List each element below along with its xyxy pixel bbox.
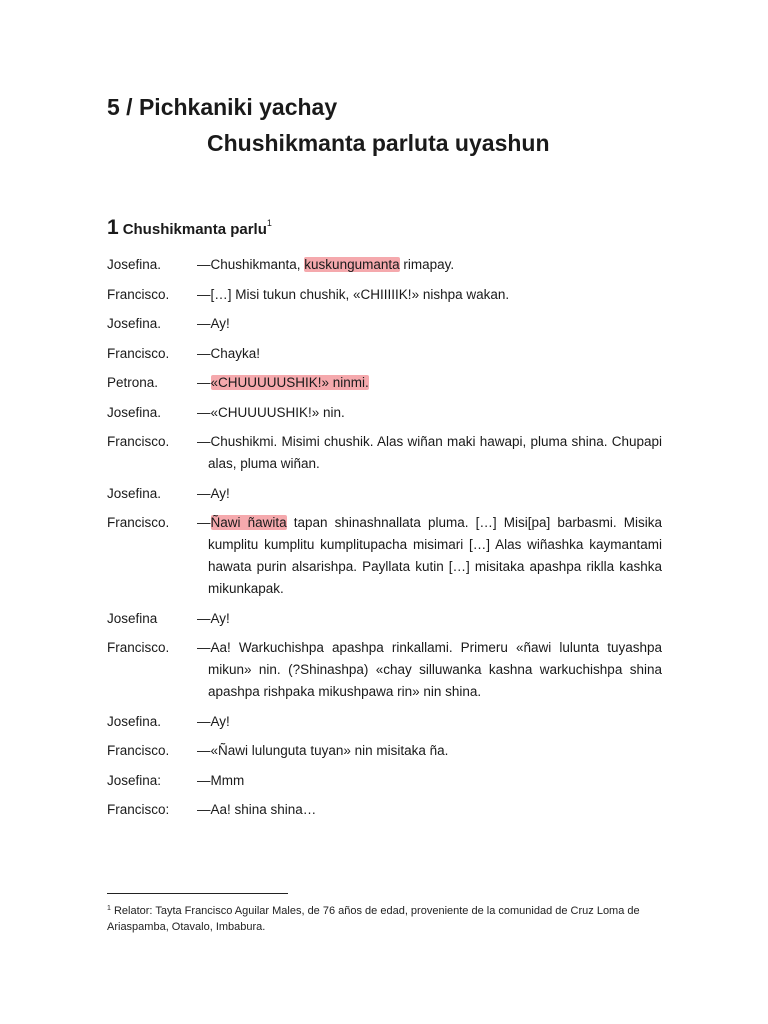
- footnote-reference: 1: [266, 218, 272, 228]
- dialogue-row: [107, 740, 662, 762]
- speaker-name: Josefina.: [107, 404, 162, 420]
- speech-text: —Ay!: [197, 316, 230, 331]
- speech-text: —Ñawi ñawita tapan shinashnallata pluma. […] Misi[pa] barbasmi. Misika kumplitu kumplitu kumplitupacha misimari […] Alas wiñashka kaymantami hawata purin alsarishpa. Payllata kutin […] misitaka apashpa riklla kashka mikunkapak.: [197, 515, 662, 596]
- dialogue-row: [107, 402, 662, 424]
- highlighted-text: kuskungumanta: [304, 257, 400, 272]
- speaker-name: Francisco.: [107, 286, 170, 302]
- speech-text: —«CHUUUUUSHIK!» ninmi.: [197, 375, 369, 390]
- speech-text: —«CHUUUUSHIK!» nin.: [197, 404, 345, 420]
- speech-text: —Aa! Warkuchishpa apashpa rinkallami. Primeru «ñawi lulunta tuyashpa mikun» nin. (?Shinashpa) «chay silluwanka kashna warkuchishpa shina apashpa rishpaka mikushpawa rin» nin shina.: [197, 640, 662, 699]
- speaker-name: Francisco.: [107, 345, 170, 361]
- dialogue-row: [107, 711, 662, 733]
- footnote-mark: 1: [107, 905, 111, 912]
- section-number: 1: [107, 216, 119, 239]
- dialogue-row: [107, 483, 662, 505]
- speaker-name: Petrona.: [107, 375, 159, 390]
- section-heading: [107, 216, 272, 240]
- speech-text: —[…] Misi tukun chushik, «CHIIIIIK!» nishpa wakan.: [197, 286, 510, 302]
- unit-subtitle: Chushikmanta parluta uyashun: [207, 130, 550, 156]
- speaker-name: Josefina:: [107, 772, 162, 788]
- footnote-text: Relator: Tayta Francisco Aguilar Males, de 76 años de edad, proveniente de la comunidad de Cruz Loma de Ariaspamba, Otavalo, Imbabura.: [107, 905, 640, 933]
- footnote: [107, 901, 662, 935]
- dialogue-row: [107, 512, 662, 600]
- speech-text: —Aa! shina shina…: [197, 802, 317, 817]
- dialogue-row: [107, 770, 662, 792]
- speaker-name: Francisco.: [107, 743, 170, 758]
- speech-text: —Ay!: [197, 485, 230, 501]
- dialogue-row: [107, 284, 662, 306]
- speaker-name: Francisco.: [107, 515, 170, 530]
- speaker-name: Josefina.: [107, 485, 162, 501]
- dialogue-row: [107, 431, 662, 475]
- dialogue-list: [107, 254, 662, 829]
- dialogue-row: [107, 637, 662, 703]
- dialogue-row: [107, 372, 662, 394]
- speech-text: —Ay!: [197, 713, 230, 729]
- speech-text: —«Ñawi lulunguta tuyan» nin misitaka ña.: [197, 743, 449, 758]
- speaker-name: Josefina.: [107, 713, 162, 729]
- highlighted-text: Ñawi ñawita: [210, 515, 287, 530]
- dialogue-row: [107, 799, 662, 821]
- speaker-name: Francisco:: [107, 802, 170, 817]
- unit-title: 5 / Pichkaniki yachay: [107, 94, 338, 120]
- dialogue-row: [107, 313, 662, 335]
- speaker-name: Josefina.: [107, 316, 162, 331]
- speaker-name: Francisco.: [107, 434, 170, 449]
- speaker-name: Francisco.: [107, 640, 170, 655]
- highlighted-text: «CHUUUUUSHIK!» ninmi.: [210, 375, 369, 390]
- dialogue-row: [107, 254, 662, 276]
- speech-text: —Ay!: [197, 610, 230, 626]
- speaker-name: Josefina.: [107, 257, 162, 272]
- footnote-divider: [107, 893, 288, 894]
- speech-text: —Chushikmanta, kuskungumanta rimapay.: [197, 257, 455, 272]
- section-title: Chushikmanta parlu: [122, 221, 267, 238]
- speech-text: —Mmm: [197, 772, 245, 788]
- speech-text: —Chushikmi. Misimi chushik. Alas wiñan maki hawapi, pluma shina. Chupapi alas, pluma wiñan.: [197, 434, 662, 471]
- speech-text: —Chayka!: [197, 345, 261, 361]
- dialogue-row: [107, 343, 662, 365]
- dialogue-row: [107, 608, 662, 630]
- speaker-name: Josefina: [107, 610, 158, 626]
